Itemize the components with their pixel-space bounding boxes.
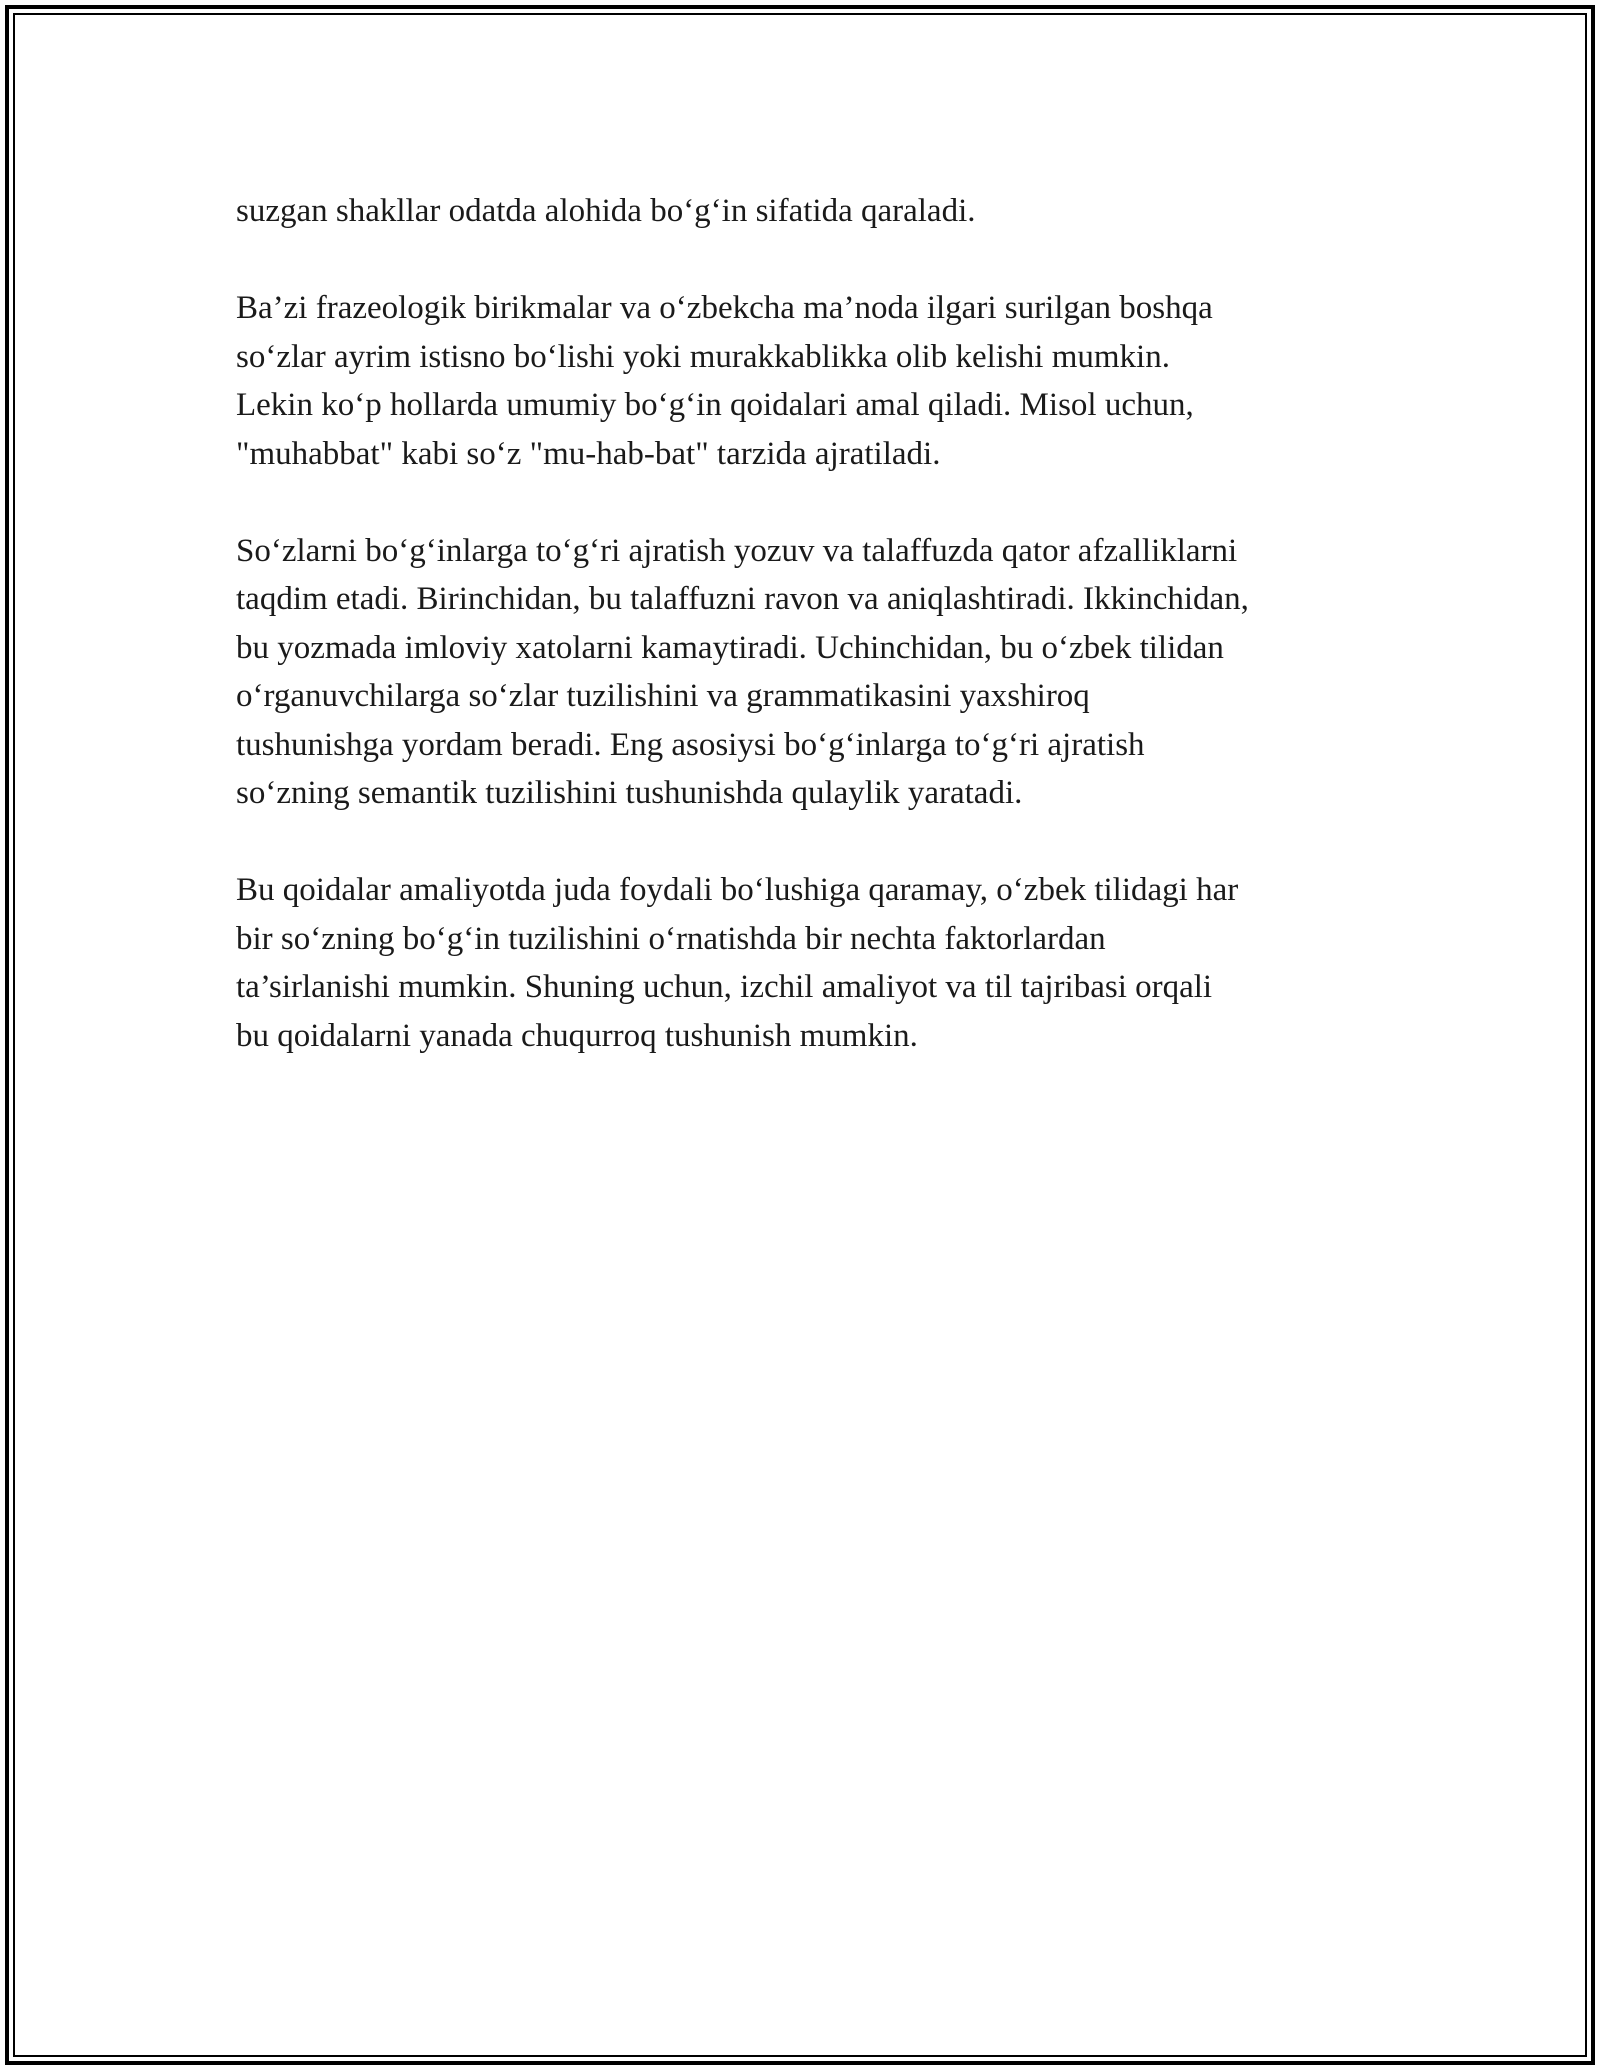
text-line: ta’sirlanishi mumkin. Shuning uchun, izchil amaliyot va til tajribasi orqali bbox=[236, 969, 1213, 1005]
text-line: bu yozmada imloviy xatolarni kamaytiradi. Uchinchidan, bu oʻzbek tilidan bbox=[236, 629, 1224, 666]
paragraph bbox=[236, 284, 1386, 478]
paragraph bbox=[236, 527, 1386, 818]
text-line: Soʻzlarni boʻgʻinlarga toʻgʻri ajratish yozuv va talaffuzda qator afzalliklarni bbox=[236, 532, 1238, 569]
text-line: "muhabbat" kabi soʻz "mu-hab-bat" tarzida ajratiladi. bbox=[236, 435, 941, 472]
text-line: Bu qoidalar amaliyotda juda foydali boʻlushiga qaramay, oʻzbek tilidagi har bbox=[236, 872, 1239, 908]
text-line: soʻzlar ayrim istisno boʻlishi yoki murakkablikka olib kelishi mumkin. bbox=[236, 338, 1170, 375]
text-line: soʻzning semantik tuzilishini tushunishda qulaylik yaratadi. bbox=[236, 775, 1023, 811]
paragraph bbox=[236, 187, 1386, 236]
text-line: bu qoidalarni yanada chuqurroq tushunish mumkin. bbox=[236, 1017, 918, 1054]
text-line: oʻrganuvchilarga soʻzlar tuzilishini va grammatikasini yaxshiroq bbox=[236, 678, 1090, 714]
text-line: tushunishga yordam beradi. Eng asosiysi boʻgʻinlarga toʻgʻri ajratish bbox=[236, 726, 1145, 763]
text-line: taqdim etadi. Birinchidan, bu talaffuzni ravon va aniqlashtiradi. Ikkinchidan, bbox=[236, 581, 1249, 617]
text-line: suzgan shakllar odatda alohida boʻgʻin sifatida qaraladi. bbox=[236, 193, 976, 229]
text-line: Lekin koʻp hollarda umumiy boʻgʻin qoidalari amal qiladi. Misol uchun, bbox=[236, 387, 1194, 423]
text-line: Ba’zi frazeologik birikmalar va oʻzbekcha ma’noda ilgari surilgan boshqa bbox=[236, 290, 1213, 326]
text-line: bir soʻzning boʻgʻin tuzilishini oʻrnatishda bir nechta faktorlardan bbox=[236, 920, 1106, 957]
paragraph bbox=[236, 866, 1386, 1060]
document-body bbox=[236, 187, 1386, 1109]
